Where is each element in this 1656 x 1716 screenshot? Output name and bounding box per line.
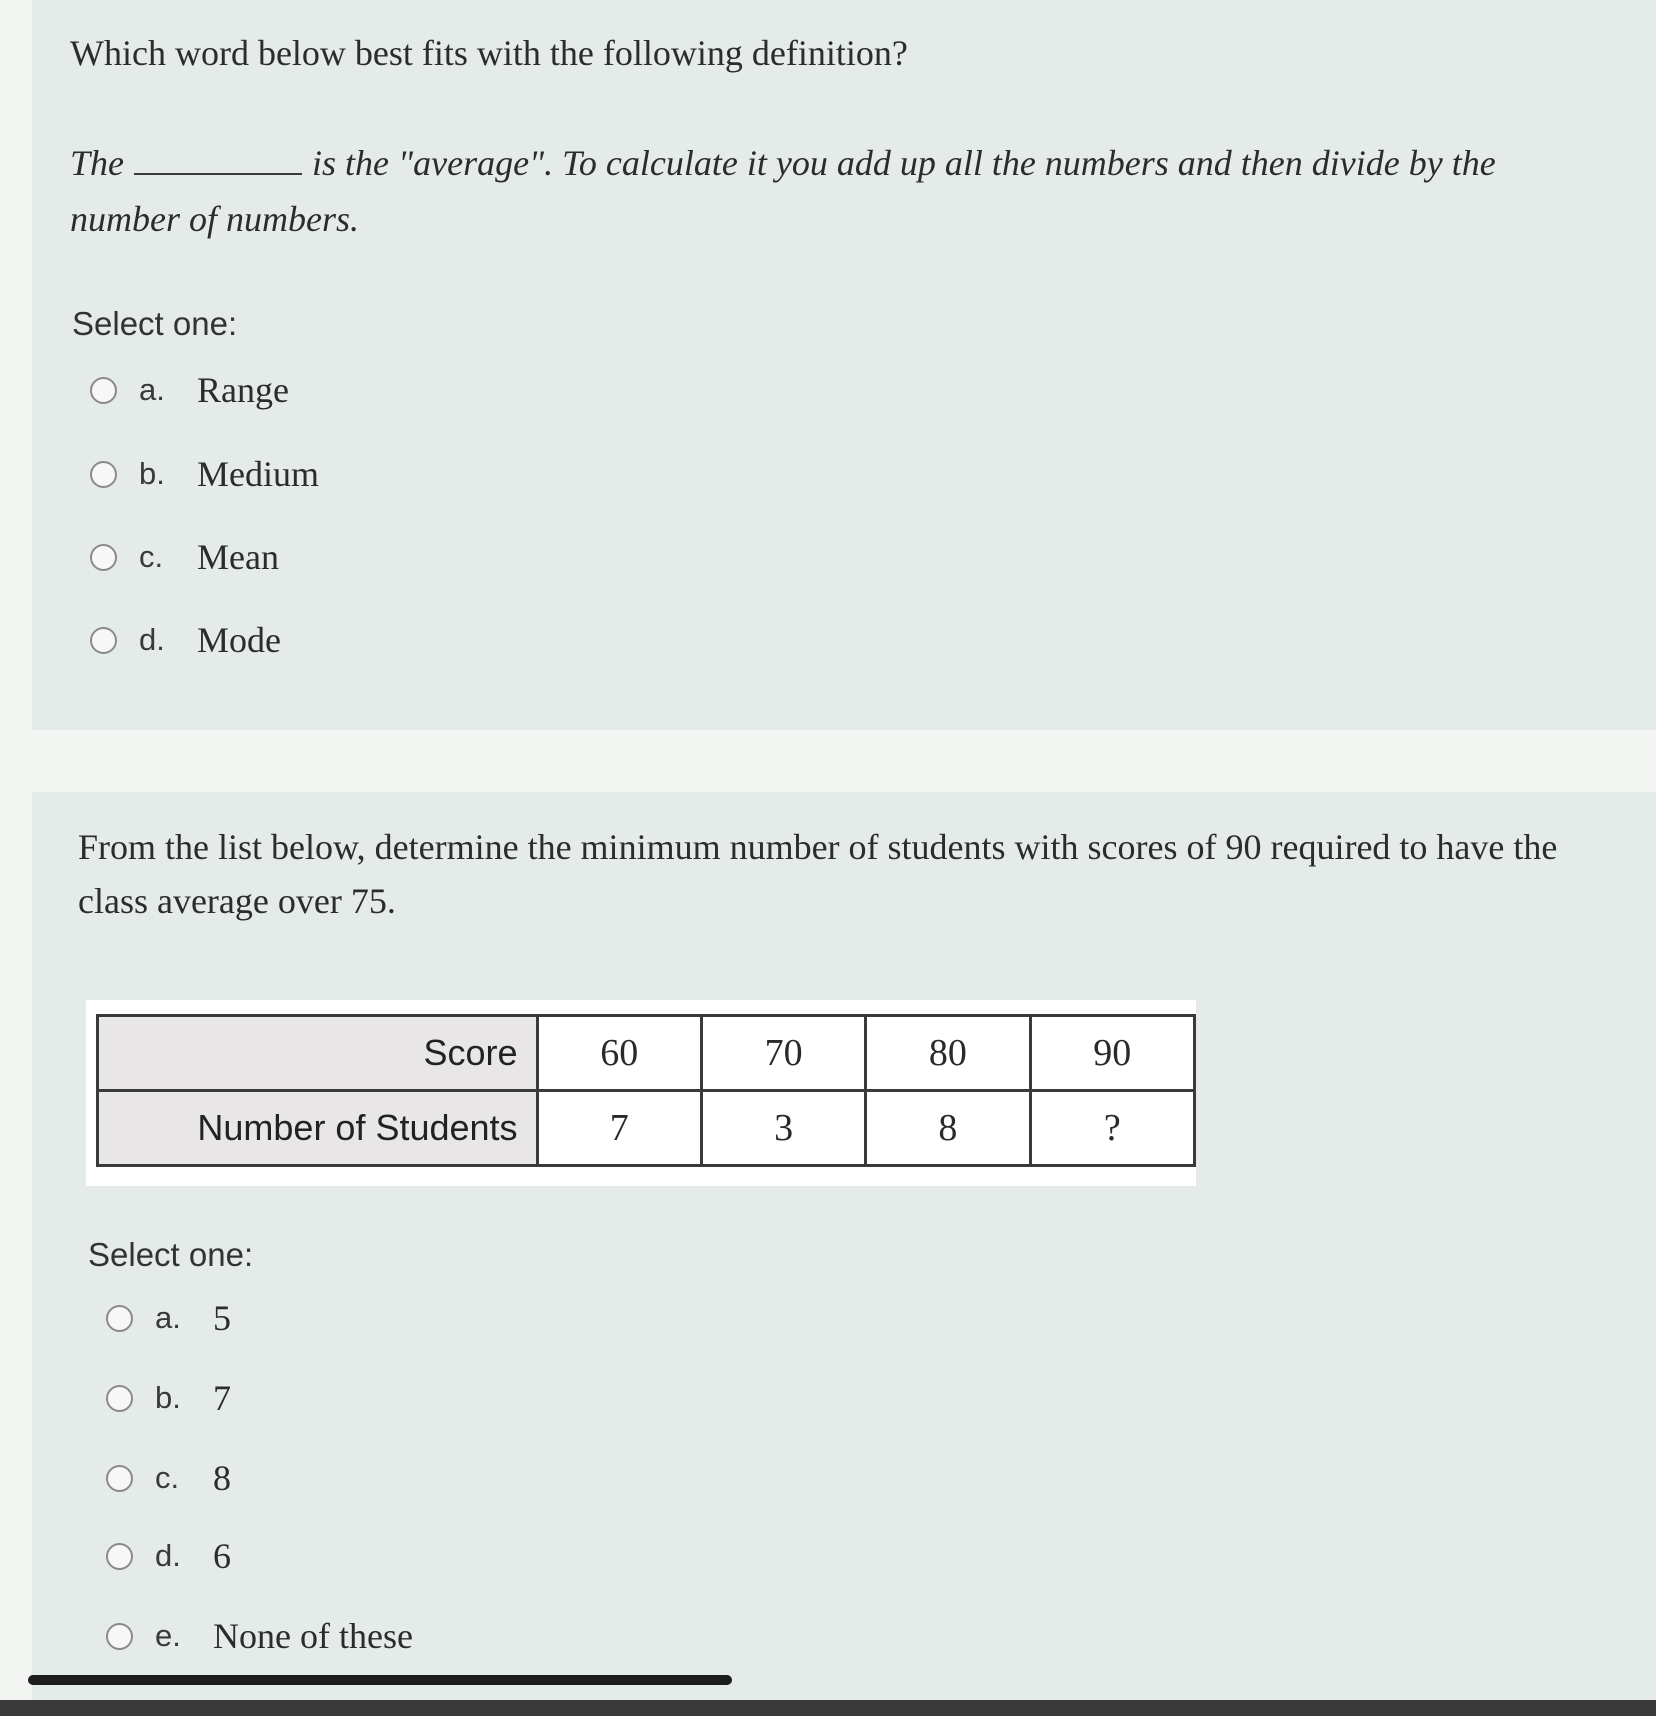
scrollbar[interactable] <box>28 1675 732 1685</box>
definition-line-2: number of numbers. <box>70 199 359 239</box>
option-text: Range <box>197 370 289 410</box>
students-row-header: Number of Students <box>98 1091 538 1166</box>
option-text: 5 <box>213 1298 231 1338</box>
score-cell: 70 <box>701 1016 865 1091</box>
option-letter: e. <box>155 1618 181 1653</box>
score-row <box>98 1016 1195 1091</box>
select-one-label: Select one: <box>72 305 238 342</box>
option-text: Mean <box>197 537 279 577</box>
q1-option-b[interactable] <box>90 450 319 498</box>
score-table <box>96 1014 1196 1167</box>
q1-option-d[interactable] <box>90 616 281 664</box>
q2-option-a[interactable] <box>106 1294 231 1342</box>
count-cell: ? <box>1030 1091 1194 1166</box>
score-cell: 60 <box>537 1016 701 1091</box>
option-letter: c. <box>155 1460 180 1495</box>
q2-option-b[interactable] <box>106 1374 231 1422</box>
radio-button[interactable] <box>106 1305 133 1332</box>
q1-option-c[interactable] <box>90 533 279 581</box>
option-text: 8 <box>213 1458 231 1498</box>
radio-button[interactable] <box>90 544 117 571</box>
question-1-card <box>32 0 1656 730</box>
option-letter: c. <box>139 539 164 574</box>
radio-button[interactable] <box>90 461 117 488</box>
option-letter: d. <box>155 1538 181 1573</box>
score-cell: 80 <box>866 1016 1030 1091</box>
radio-button[interactable] <box>106 1385 133 1412</box>
radio-button[interactable] <box>90 377 117 404</box>
radio-button[interactable] <box>90 627 117 654</box>
q2-option-e[interactable] <box>106 1612 413 1660</box>
answer-blank <box>134 143 302 175</box>
option-letter: a. <box>139 372 165 407</box>
option-letter: b. <box>155 1380 181 1415</box>
definition-start: The <box>70 143 124 183</box>
q2-option-c[interactable] <box>106 1454 231 1502</box>
count-cell: 3 <box>701 1091 865 1166</box>
question-2-prompt-line-1: From the list below, determine the minimum number of students with scores of 90 required to have the <box>78 827 1558 867</box>
radio-button[interactable] <box>106 1465 133 1492</box>
question-1-prompt: Which word below best fits with the following definition? <box>70 33 908 73</box>
score-row-header: Score <box>98 1016 538 1091</box>
option-text: None of these <box>213 1616 413 1656</box>
count-cell: 7 <box>537 1091 701 1166</box>
option-text: Mode <box>197 620 281 660</box>
q2-option-d[interactable] <box>106 1532 231 1580</box>
option-text: 6 <box>213 1536 231 1576</box>
option-letter: b. <box>139 456 165 491</box>
select-one-label: Select one: <box>88 1236 254 1273</box>
radio-button[interactable] <box>106 1623 133 1650</box>
question-2-card <box>32 792 1656 1716</box>
definition-line-1: is the "average". To calculate it you add up all the numbers and then divide by the <box>312 143 1496 183</box>
option-text: 7 <box>213 1378 231 1418</box>
score-table-container <box>86 1000 1196 1186</box>
students-row <box>98 1091 1195 1166</box>
option-text: Medium <box>197 454 319 494</box>
option-letter: d. <box>139 622 165 657</box>
radio-button[interactable] <box>106 1543 133 1570</box>
question-2-prompt-line-2: class average over 75. <box>78 881 396 921</box>
option-letter: a. <box>155 1300 181 1335</box>
q1-option-a[interactable] <box>90 366 289 414</box>
question-1-definition <box>70 134 1630 192</box>
count-cell: 8 <box>866 1091 1030 1166</box>
screen-bottom-edge <box>0 1700 1656 1716</box>
score-cell: 90 <box>1030 1016 1194 1091</box>
